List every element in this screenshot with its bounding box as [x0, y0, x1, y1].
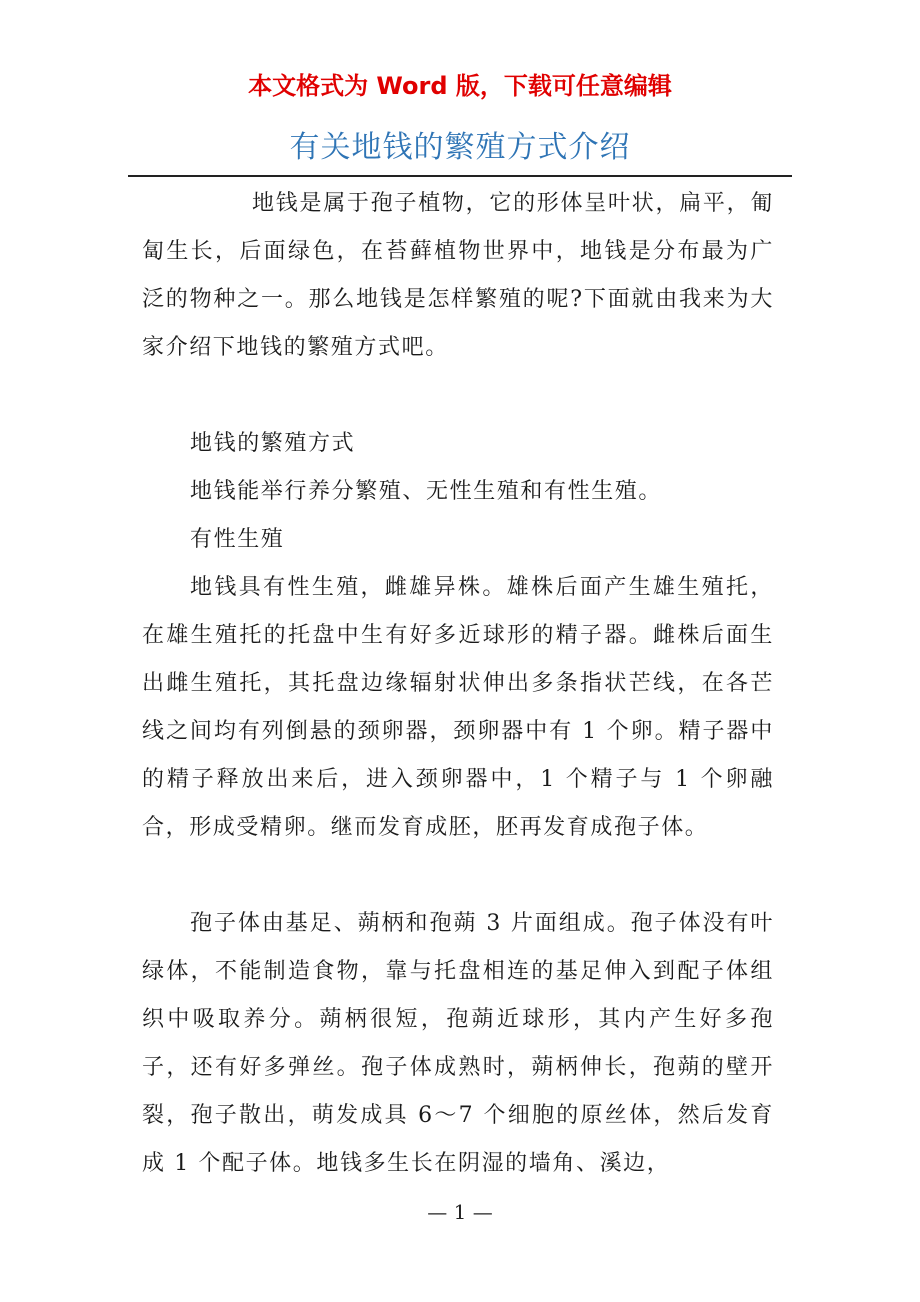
- document-body: [142, 180, 774, 1188]
- sexual-reproduction-paragraph: 地钱具有性生殖，雌雄异株。雄株后面产生雄生殖托，在雄生殖托的托盘中生有好多近球形的精子器。雌株后面生出雌生殖托，其托盘边缘辐射状伸出多条指状芒线，在各芒线之间均有列倒悬的颈卵器，颈卵器中有 1 个卵。精子器中的精子释放出来后，进入颈卵器中，1 个精子与 1 个卵融合，形成受精卵。继而发育成胚，胚再发育成孢子体。: [142, 575, 774, 840]
- intro-paragraph: 地钱是属于孢子植物，它的形体呈叶状，扁平，匍匐生长，后面绿色，在苔藓植物世界中，地钱是分布最为广泛的物种之一。那么地钱是怎样繁殖的呢?下面就由我来为大家介绍下地钱的繁殖方式吧。: [142, 191, 774, 360]
- section-heading-sexual-reproduction: 有性生殖: [190, 527, 285, 552]
- reproduction-summary-paragraph: 地钱能举行养分繁殖、无性生殖和有性生殖。: [190, 479, 663, 504]
- format-notice-banner: 本文格式为 Word 版，下载可任意编辑: [248, 72, 672, 100]
- section-heading-reproduction-methods: 地钱的繁殖方式: [190, 431, 356, 456]
- title-divider: [128, 175, 792, 177]
- document-title: 有关地钱的繁殖方式介绍: [289, 130, 631, 165]
- page-number: — 1 —: [427, 1200, 493, 1224]
- sporophyte-paragraph: 孢子体由基足、蒴柄和孢蒴 3 片面组成。孢子体没有叶绿体，不能制造食物，靠与托盘相连的基足伸入到配子体组织中吸取养分。蒴柄很短，孢蒴近球形，其内产生好多孢子，还有好多弹丝。孢子体成熟时，蒴柄伸长，孢蒴的壁开裂，孢子散出，萌发成具 6～7 个细胞的原丝体，然后发育成 1 个配子体。地钱多生长在阴湿的墙角、溪边，: [142, 911, 774, 1176]
